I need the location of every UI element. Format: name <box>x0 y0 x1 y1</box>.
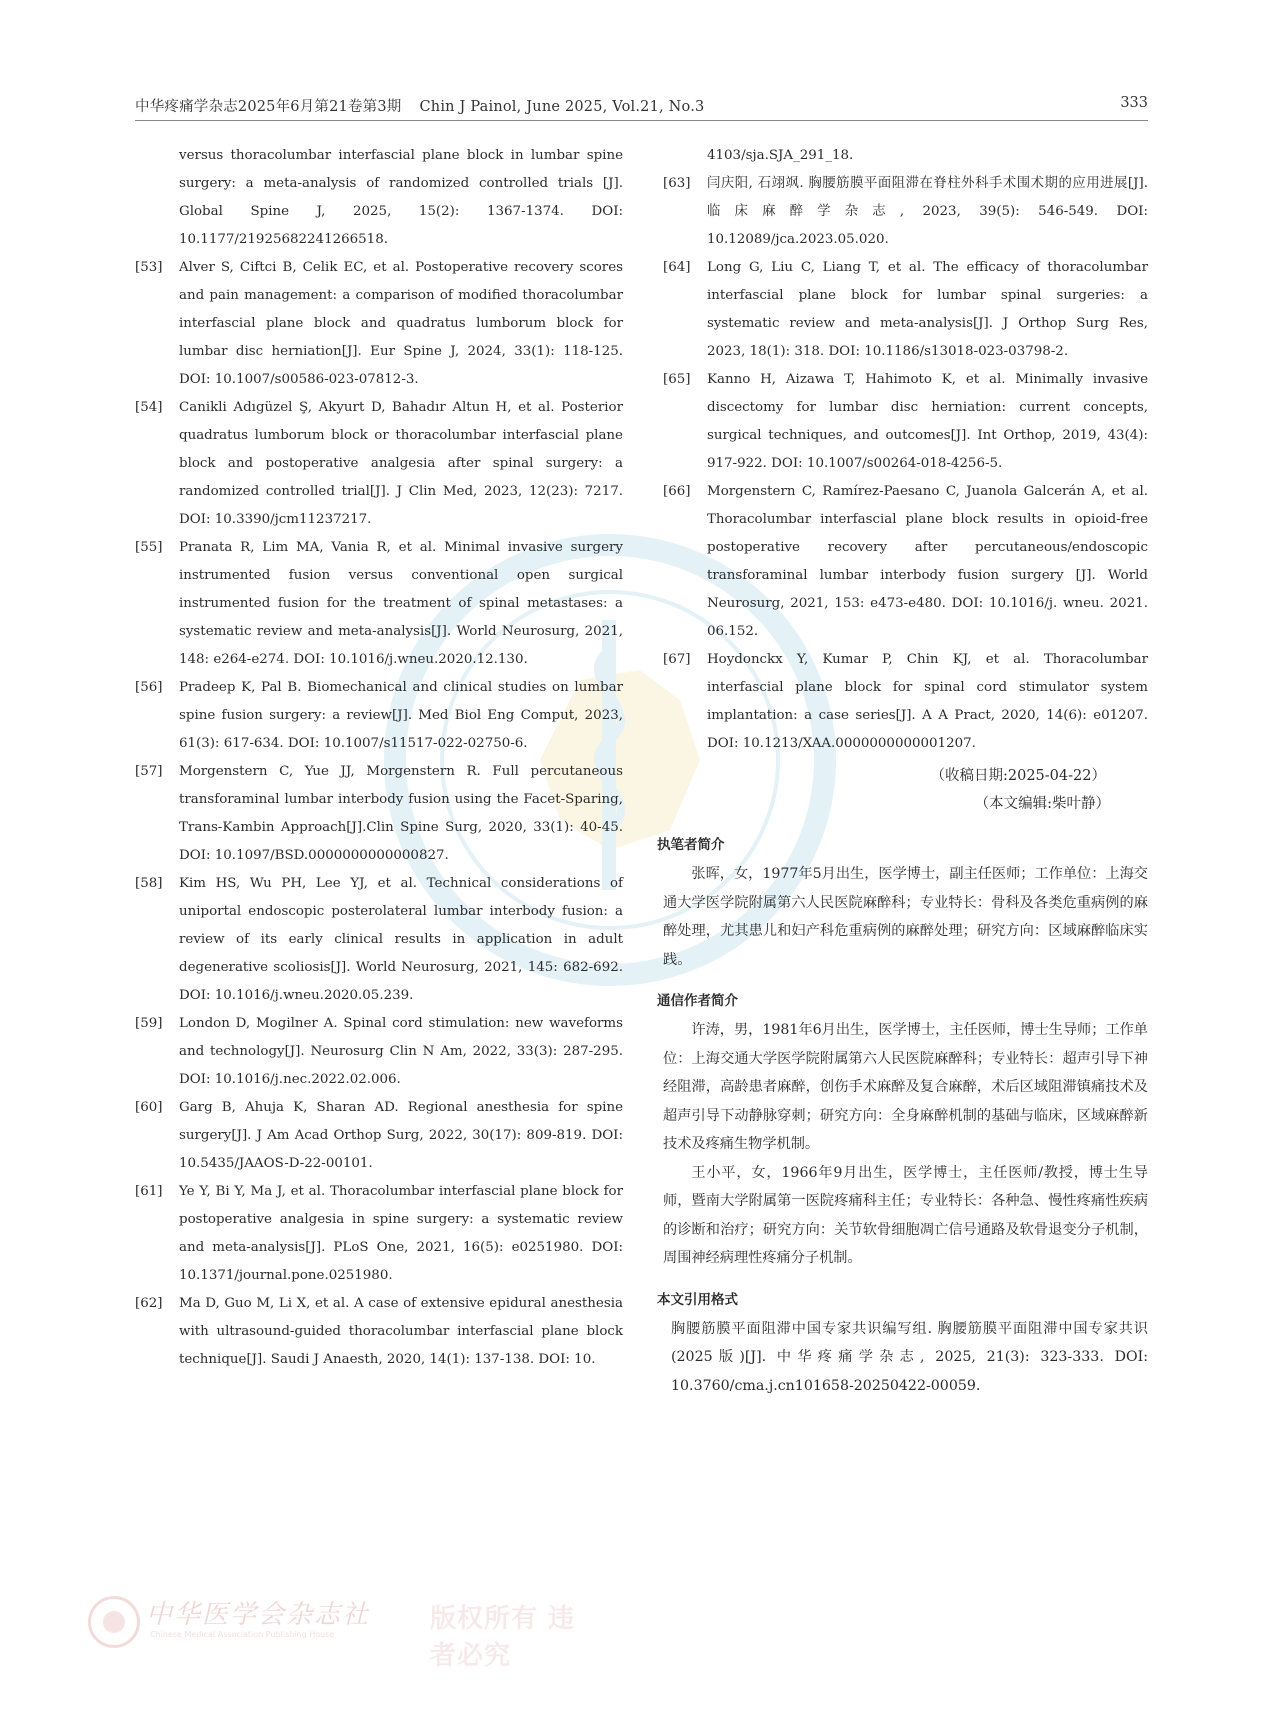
author-section-title: 执笔者简介 <box>657 837 725 853</box>
reference-number: [63] <box>663 176 691 191</box>
reference-text: Canikli Adıgüzel Ş, Akyurt D, Bahadır Altun H, et al. Posterior quadratus lumborum block or thoracolumbar interfascial plane block and postoperative analgesia after spinal surgery: a randomized controlled trial[J]. J Clin Med, 2023, 12(23): 7217. DOI: 10.3390/jcm11237217. <box>179 400 623 527</box>
reference-text: Kanno H, Aizawa T, Hahimoto K, et al. Minimally invasive discectomy for lumbar disc herniation: current concepts, surgical techniques, and outcomes[J]. Int Orthop, 2019, 43(4): 917-922. DOI: 10.1007/s00264-018-4256-5. <box>707 372 1148 471</box>
reference-item <box>663 646 1148 758</box>
journal-title-cn: 中华疼痛学杂志2025年6月第21卷第3期 <box>135 99 402 115</box>
reference-item <box>135 674 623 758</box>
corresponding-author-bio-1: 许涛，男，1981年6月出生，医学博士，主任医师，博士生导师；工作单位：上海交通大学医学院附属第六人民医院麻醉科；专业特长：超声引导下神经阻滞，高龄患者麻醉，创伤手术麻醉及复合麻醉，术后区域阻滞镇痛技术及超声引导下动静脉穿刺；研究方向：全身麻醉机制的基础与临床，区域麻醉新技术及疼痛生物学机制。 <box>663 1022 1148 1152</box>
reference-item <box>663 366 1148 478</box>
reference-item <box>135 870 623 1010</box>
header-rule <box>135 120 1148 121</box>
reference-text: Garg B, Ahuja K, Sharan AD. Regional anesthesia for spine surgery[J]. J Am Acad Orthop Surg, 2022, 30(17): 809-819. DOI: 10.5435/JAAOS-D-22-00101. <box>179 1100 623 1171</box>
reference-list-right <box>663 170 1148 758</box>
reference-item <box>135 394 623 534</box>
reference-text: Pranata R, Lim MA, Vania R, et al. Minimal invasive surgery instrumented fusion versus conventional open surgical instrumented fusion for the treatment of spinal metastases: a systematic review and meta-analysis[J]. World Neurosurg, 2021, 148: e264-e274. DOI: 10.1016/j.wneu.2020.12.130. <box>179 540 623 667</box>
reference-text: versus thoracolumbar interfascial plane block in lumbar spine surgery: a meta-analysis of randomized controlled trials [J]. Global Spine J, 2025, 15(2): 1367-1374. DOI: 10.1177/21925682241266518. <box>179 148 623 247</box>
reference-text: Long G, Liu C, Liang T, et al. The efficacy of thoracolumbar interfascial plane block for lumbar spinal surgeries: a systematic review and meta-analysis[J]. J Orthop Surg Res, 2023, 18(1): 318. DOI: 10.1186/s13018-023-03798-2. <box>707 260 1148 359</box>
author-bio: 张晖，女，1977年5月出生，医学博士，副主任医师；工作单位：上海交通大学医学院附属第六人民医院麻醉科；专业特长：骨科及各类危重病例的麻醉处理，尤其患儿和妇产科危重病例的麻醉处理；研究方向：区域麻醉临床实践。 <box>663 866 1148 968</box>
reference-item <box>135 1178 623 1290</box>
received-date: （收稿日期:2025-04-22） <box>930 768 1106 784</box>
reference-text: London D, Mogilner A. Spinal cord stimulation: new waveforms and technology[J]. Neurosurg Clin N Am, 2022, 33(3): 287-295. DOI: 10.1016/j.nec.2022.02.006. <box>179 1016 623 1087</box>
publisher-name-en: Chinese Medical Association Publishing House <box>150 1630 335 1639</box>
citation-section-title: 本文引用格式 <box>657 1291 738 1308</box>
reference-item <box>135 1290 623 1374</box>
reference-number: [53] <box>135 260 163 275</box>
reference-item <box>663 254 1148 366</box>
reference-number: [55] <box>135 540 163 555</box>
reference-number: [61] <box>135 1184 163 1199</box>
publisher-logo <box>80 1590 580 1671</box>
reference-text: Kim HS, Wu PH, Lee YJ, et al. Technical considerations of uniportal endoscopic posterolateral lumbar interbody fusion: a review of its early clinical results in application in adult degenerative scoliosis[J]. World Neurosurg, 2021, 145: 682-692. DOI: 10.1016/j.wneu.2020.05.239. <box>179 876 623 1003</box>
publisher-emblem-icon <box>88 1596 140 1648</box>
reference-text: Hoydonckx Y, Kumar P, Chin KJ, et al. Thoracolumbar interfascial plane block for spinal cord stimulator system implantation: a case series[J]. A A Pract, 2020, 14(6): e01207. DOI: 10.1213/XAA.0000000000001207. <box>707 652 1148 751</box>
running-head <box>135 95 704 116</box>
reference-number: [58] <box>135 876 163 891</box>
reference-number: [65] <box>663 372 691 387</box>
reference-number: [67] <box>663 652 691 667</box>
reference-number: [64] <box>663 260 691 275</box>
reference-item <box>135 142 623 254</box>
reference-number: [62] <box>135 1296 163 1311</box>
reference-text: Morgenstern C, Yue JJ, Morgenstern R. Full percutaneous transforaminal lumbar interbody fusion using the Facet-Sparing, Trans-Kambin Approach[J].Clin Spine Surg, 2020, 33(1): 40-45. DOI: 10.1097/BSD.0000000000000827. <box>179 764 623 863</box>
publisher-name: 中华医学会杂志社 <box>146 1600 371 1630</box>
citation-text: 胸腰筋膜平面阻滞中国专家共识编写组. 胸腰筋膜平面阻滞中国专家共识(2025版)[J]. 中华疼痛学杂志, 2025, 21(3): 323-333. DOI: 10.3760/cma.j.cn101658-20250422-00059. <box>671 1320 1148 1394</box>
right-column <box>657 142 1148 1400</box>
reference-item <box>663 478 1148 646</box>
reference-item <box>135 758 623 870</box>
corresponding-author-section-title: 通信作者简介 <box>657 993 738 1009</box>
reference-item <box>135 1010 623 1094</box>
reference-number: [66] <box>663 484 691 499</box>
left-column <box>135 142 623 1374</box>
reference-continuation: 4103/sja.SJA_291_18. <box>707 148 854 163</box>
copyright-mark: 版权所有 违者必究 <box>430 1604 576 1671</box>
editor-note: （本文编辑:柴叶静） <box>974 796 1110 812</box>
reference-item <box>135 1094 623 1178</box>
reference-text: Alver S, Ciftci B, Celik EC, et al. Postoperative recovery scores and pain management: a comparison of modified thoracolumbar interfascial plane block and quadratus lumborum block for lumbar disc herniation[J]. Eur Spine J, 2024, 33(1): 118-125. DOI: 10.1007/s00586-023-07812-3. <box>179 260 623 387</box>
corresponding-author-bio-2: 王小平，女，1966年9月出生，医学博士，主任医师/教授，博士生导师，暨南大学附属第一医院疼痛科主任；专业特长：各种急、慢性疼痛性疾病的诊断和治疗；研究方向：关节软骨细胞凋亡信号通路及软骨退变分子机制，周围神经病理性疼痛分子机制。 <box>663 1164 1148 1266</box>
reference-item <box>135 534 623 674</box>
reference-number: [56] <box>135 680 163 695</box>
reference-text: Pradeep K, Pal B. Biomechanical and clinical studies on lumbar spine fusion surgery: a review[J]. Med Biol Eng Comput, 2023, 61(3): 617-634. DOI: 10.1007/s11517-022-02750-6. <box>179 680 623 751</box>
reference-text: Ma D, Guo M, Li X, et al. A case of extensive epidural anesthesia with ultrasound-guided thoracolumbar interfascial plane block technique[J]. Saudi J Anaesth, 2020, 14(1): 137-138. DOI: 10. <box>179 1296 623 1367</box>
reference-number: [54] <box>135 400 163 415</box>
journal-title-en: Chin J Painol, June 2025, Vol.21, No.3 <box>419 99 705 115</box>
page-number: 333 <box>1120 95 1148 111</box>
reference-item <box>663 170 1148 254</box>
reference-text: Morgenstern C, Ramírez-Paesano C, Juanola Galcerán A, et al. Thoracolumbar interfascial plane block results in opioid-free postoperative recovery after percutaneous/endoscopic transforaminal lumbar interbody fusion surgery [J]. World Neurosurg, 2021, 153: e473-e480. DOI: 10.1016/j. wneu. 2021. 06.152. <box>707 484 1148 639</box>
reference-number: [59] <box>135 1016 163 1031</box>
reference-text: Ye Y, Bi Y, Ma J, et al. Thoracolumbar interfascial plane block for postoperative analgesia in spine surgery: a systematic review and meta-analysis[J]. PLoS One, 2021, 16(5): e0251980. DOI: 10.1371/journal.pone.0251980. <box>179 1184 623 1283</box>
reference-number: [57] <box>135 764 163 779</box>
reference-number: [60] <box>135 1100 163 1115</box>
reference-text: 闫庆阳, 石翊飒. 胸腰筋膜平面阻滞在脊柱外科手术围术期的应用进展[J]. 临床麻醉学杂志, 2023, 39(5): 546-549. DOI: 10.12089/jca.2023.05.020. <box>707 176 1148 247</box>
reference-item <box>135 254 623 394</box>
